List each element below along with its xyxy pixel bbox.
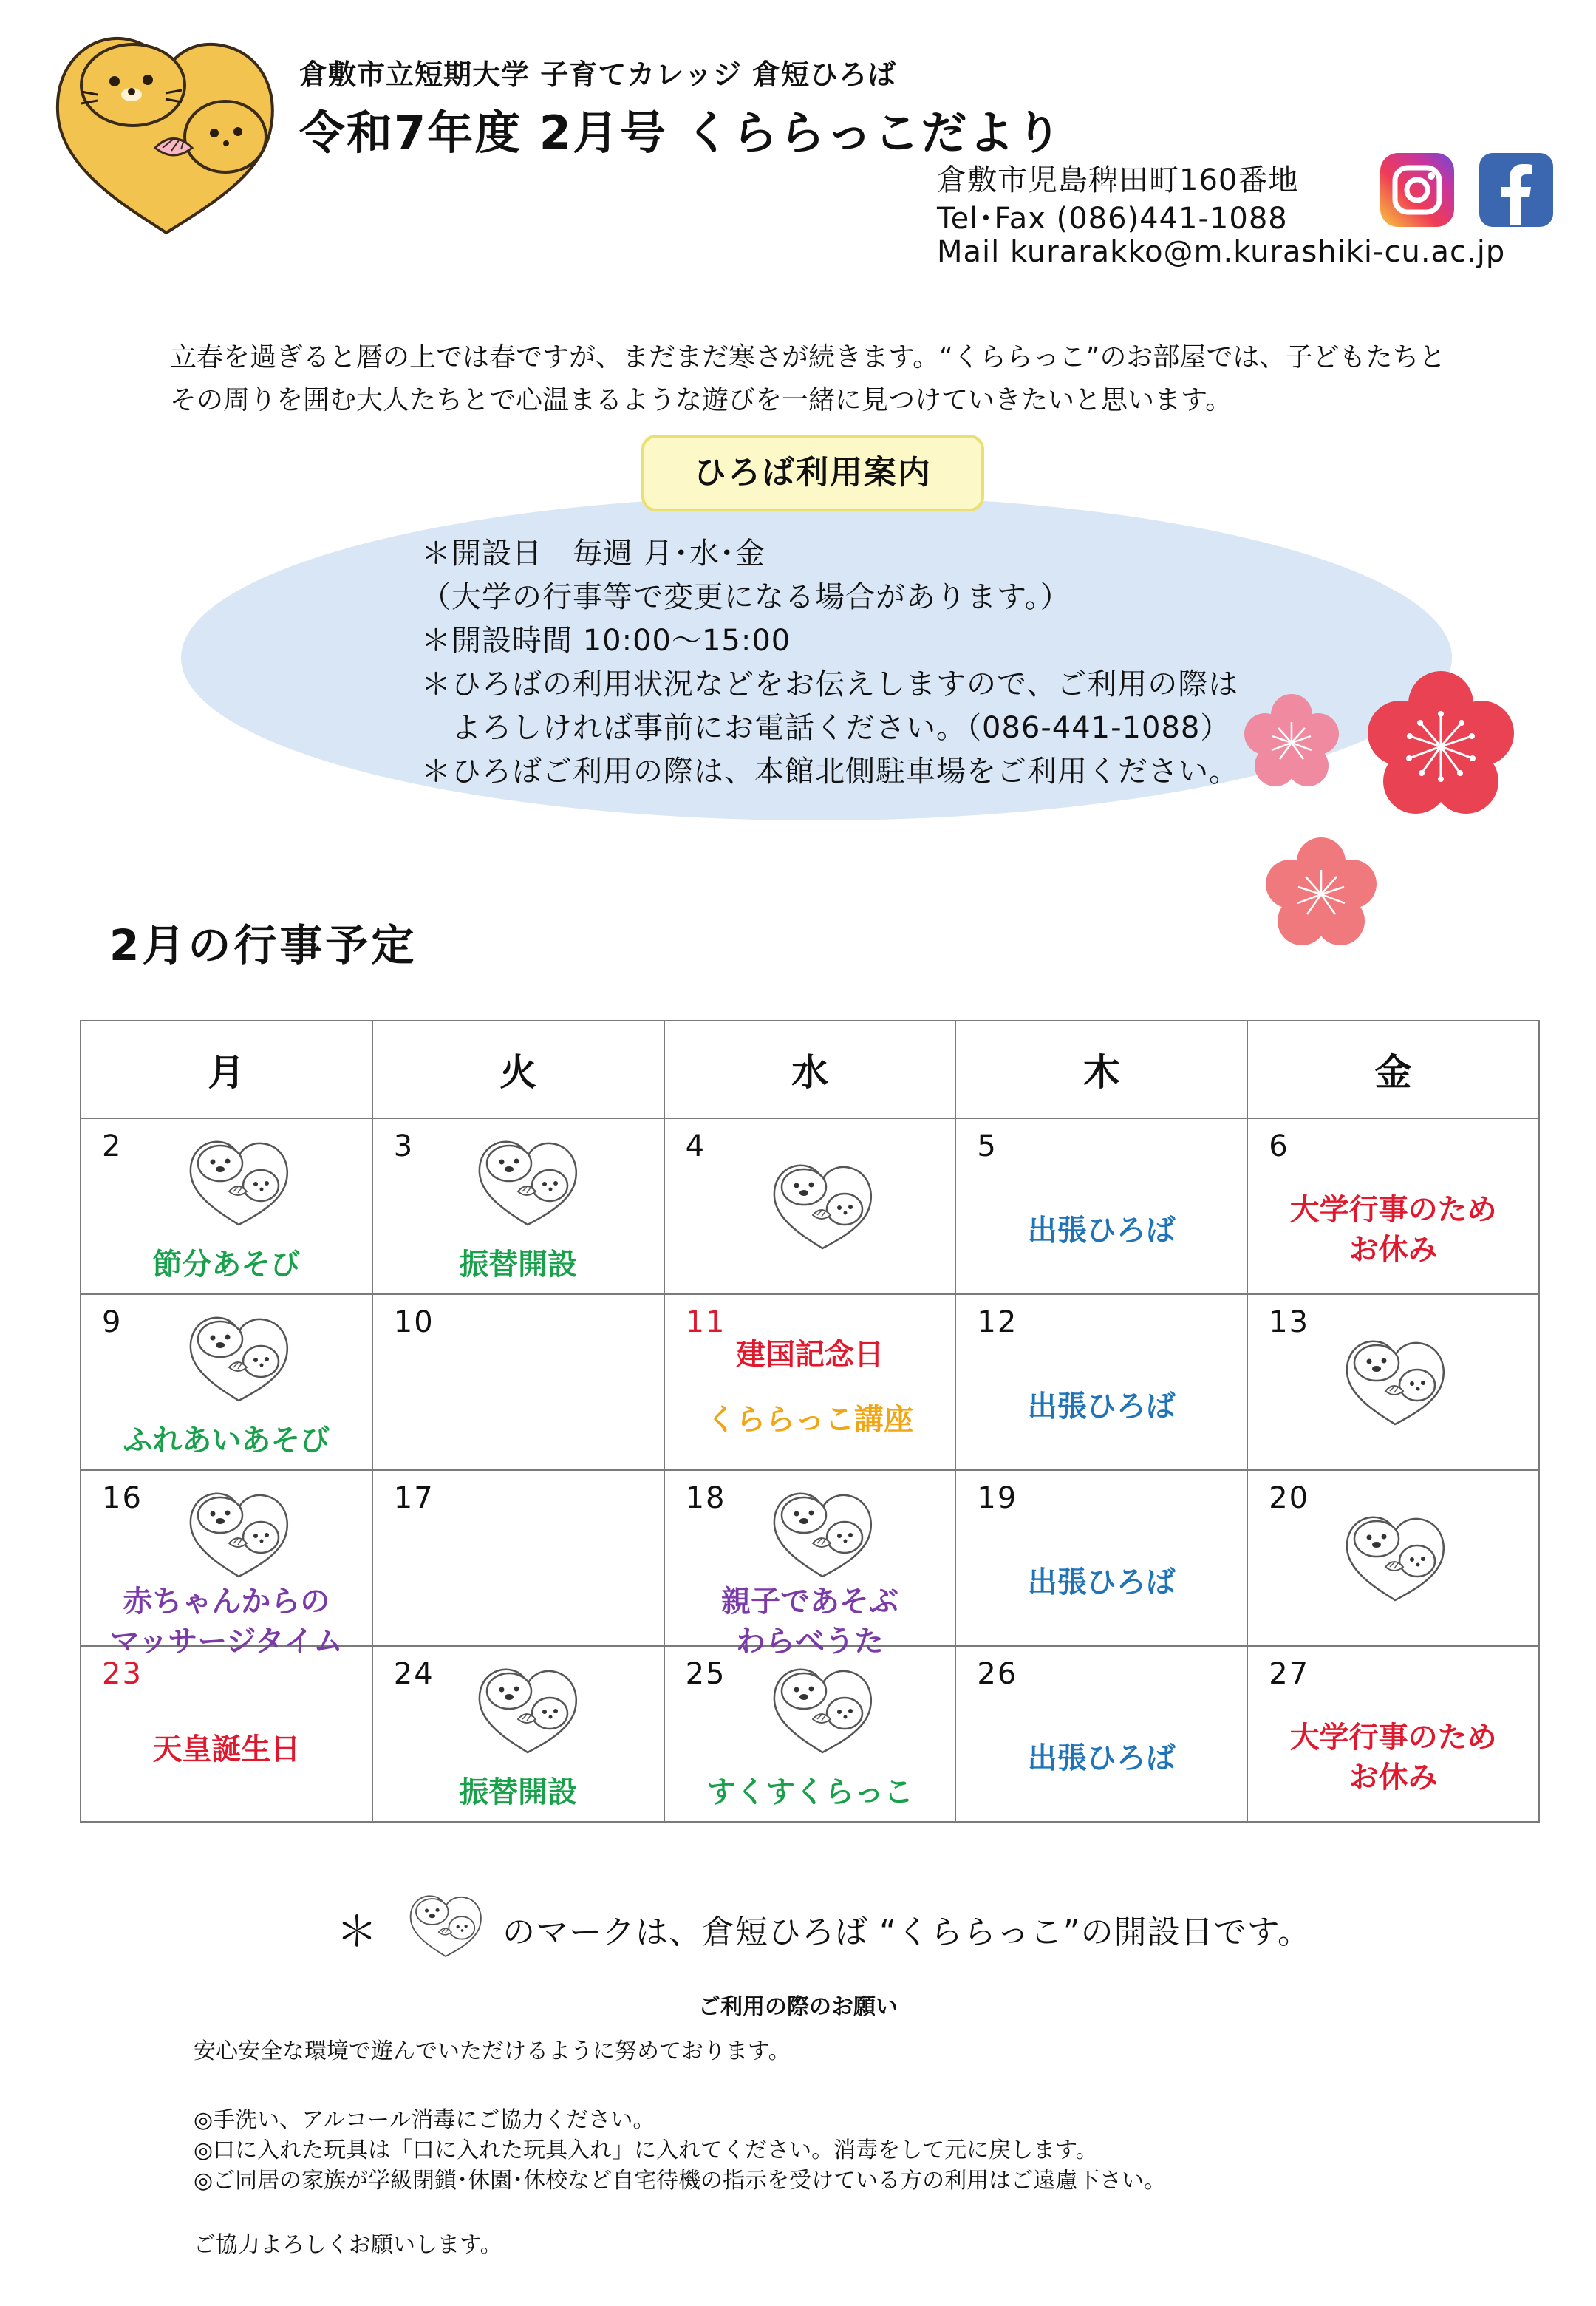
plum-blossom-decoration [1227, 665, 1537, 961]
day-number: 17 [393, 1481, 434, 1515]
otter-open-day-icon [767, 1484, 878, 1582]
calendar-day-cell [372, 1118, 664, 1294]
day-number: 16 [102, 1481, 143, 1515]
calendar-day-cell [1247, 1118, 1539, 1294]
otter-open-day-icon [183, 1132, 294, 1230]
plum-blossom-small-pink [1244, 694, 1339, 786]
otter-open-day-icon [767, 1660, 878, 1758]
calendar-day-cell [372, 1294, 664, 1470]
otter-mark-icon [405, 1889, 486, 1960]
notice-closing: ご協力よろしくお願いします。 [194, 2232, 502, 2258]
calendar-day-cell [955, 1470, 1247, 1646]
day-number: 26 [977, 1657, 1018, 1691]
calendar-week-row [81, 1470, 1539, 1646]
notice-item: ◎手洗い、アルコール消毒にご協力ください。 [194, 2107, 655, 2133]
day-number: 25 [685, 1657, 726, 1691]
event-label: 出張ひろば [1027, 1565, 1176, 1599]
calendar-day-cell [81, 1294, 372, 1470]
calendar-day-cell [372, 1646, 664, 1822]
info-lines [421, 532, 1239, 794]
day-number: 3 [393, 1129, 415, 1163]
calendar-table [80, 1020, 1540, 1823]
day-number: 2 [102, 1129, 123, 1163]
calendar-day-cell [81, 1646, 372, 1822]
day-number: 13 [1269, 1305, 1310, 1339]
notice-item: ◎ご同居の家族が学級閉鎖･休園･休校など自宅待機の指示を受けている方の利用はご遠慮下さい。 [194, 2168, 1167, 2194]
day-number: 5 [977, 1129, 998, 1163]
event-label: 親子であそぶ [720, 1585, 898, 1619]
day-number: 23 [102, 1657, 143, 1691]
instagram-icon[interactable] [1379, 152, 1456, 228]
event-label: お休み [1348, 1761, 1438, 1795]
event-label: ふれあいあそび [123, 1424, 330, 1458]
day-number: 19 [977, 1481, 1018, 1515]
notice-title: ご利用の際のお願い [698, 1994, 898, 2020]
legend-text: のマークは、倉短ひろば “くららっこ”の開設日です。 [502, 1914, 1312, 1951]
schedule-title: 2月の行事予定 [109, 920, 417, 970]
intro-text [170, 336, 1515, 422]
calendar-day-cell [664, 1470, 956, 1659]
calendar-day-cell [81, 1470, 372, 1659]
calendar-day-cell [664, 1294, 956, 1470]
mail: Mail kurarakko@m.kurashiki-cu.ac.jp [937, 235, 1506, 269]
calendar-body [81, 1118, 1539, 1822]
address: 倉敷市児島稗田町160番地 [937, 163, 1299, 197]
calendar-day-cell [664, 1118, 956, 1294]
event-label: お休み [1348, 1233, 1438, 1267]
otter-open-day-icon [183, 1308, 294, 1406]
event-label: わらべうた [735, 1625, 884, 1659]
plum-blossom-coral [1266, 837, 1377, 945]
notice-line: 安心安全な環境で遊んでいただけるように努めております。 [194, 2038, 791, 2064]
weekday-fri: 金 [1247, 1021, 1539, 1118]
event-label: くららっこ講座 [706, 1403, 913, 1437]
event-label: 大学行事のため [1289, 1721, 1497, 1755]
calendar-day-cell [372, 1470, 664, 1646]
otter-open-day-icon [472, 1660, 583, 1758]
info-line: よろしければ事前にお電話ください。（086-441-1088） [421, 711, 1231, 745]
day-number: 9 [102, 1305, 123, 1339]
calendar-week-row [81, 1646, 1539, 1822]
calendar-week-row [81, 1118, 1539, 1294]
info-line: （大学の行事等で変更になる場合があります。） [421, 580, 1071, 614]
calendar-day-cell [81, 1118, 372, 1294]
otter-heart-logo [44, 15, 288, 244]
event-label: 振替開設 [459, 1775, 578, 1809]
info-line: ＊開設日 毎週 月･水･金 [421, 537, 765, 571]
event-label: すくすくらっこ [706, 1775, 913, 1809]
event-label: 建国記念日 [735, 1338, 884, 1372]
calendar-day-cell [1247, 1470, 1539, 1646]
newsletter-title: 令和7年度 2月号 くららっこだより [299, 106, 1063, 160]
calendar-week-row [81, 1294, 1539, 1470]
day-number: 27 [1269, 1657, 1310, 1691]
event-label: 振替開設 [459, 1248, 578, 1282]
weekday-thu: 木 [955, 1021, 1247, 1118]
otter-open-day-icon [472, 1132, 583, 1230]
event-label: 出張ひろば [1027, 1214, 1176, 1248]
organization-name: 倉敷市立短期大学 子育てカレッジ 倉短ひろば [299, 58, 897, 91]
event-label: 大学行事のため [1289, 1193, 1497, 1227]
event-label: 出張ひろば [1027, 1390, 1176, 1424]
day-number: 12 [977, 1305, 1018, 1339]
calendar-day-cell [664, 1646, 956, 1822]
tel-fax: Tel･Fax (086)441-1088 [937, 202, 1288, 236]
day-number: 6 [1269, 1129, 1289, 1163]
plum-blossom-large-red [1368, 671, 1514, 814]
otter-open-day-icon [767, 1156, 878, 1254]
otter-open-day-icon [183, 1484, 294, 1582]
event-label: 天皇誕生日 [152, 1732, 301, 1766]
info-line: ＊ひろばご利用の際は、本館北側駐車場をご利用ください。 [421, 755, 1239, 789]
day-number: 18 [685, 1481, 726, 1515]
day-number: 11 [685, 1305, 726, 1339]
weekday-mon: 月 [81, 1021, 372, 1118]
otter-open-day-icon [1340, 1508, 1450, 1605]
info-badge: ひろば利用案内 [641, 435, 984, 511]
calendar-day-cell [1247, 1646, 1539, 1822]
calendar-day-cell [955, 1646, 1247, 1822]
weekday-wed: 水 [664, 1021, 956, 1118]
event-label: 赤ちゃんからの [123, 1585, 330, 1619]
event-label: 節分あそび [152, 1248, 301, 1282]
event-label: 出張ひろば [1027, 1741, 1176, 1775]
weekday-tue: 火 [372, 1021, 664, 1118]
calendar-day-cell [955, 1118, 1247, 1294]
event-label: マッサージタイム [109, 1625, 343, 1659]
info-line: ＊ひろばの利用状況などをお伝えしますので、ご利用の際は [421, 667, 1239, 701]
legend-star: ＊ [336, 1908, 378, 1956]
facebook-icon[interactable] [1478, 152, 1555, 228]
intro-line-2: その周りを囲む大人たちとで心温まるような遊びを一緒に見つけていきたいと思います。 [170, 385, 1232, 415]
day-number: 10 [393, 1305, 434, 1339]
schedule-calendar [80, 1020, 1540, 1821]
day-number: 24 [393, 1657, 434, 1691]
notice-item: ◎口に入れた玩具は「口に入れた玩具入れ」に入れてください。消毒をして元に戻します。 [194, 2137, 1098, 2163]
calendar-day-cell [955, 1294, 1247, 1470]
day-number: 4 [685, 1129, 706, 1163]
intro-line-1: 立春を過ぎると暦の上では春ですが、まだまだ寒さが続きます。“くららっこ”のお部屋では、子どもたちと [170, 342, 1446, 373]
day-number: 20 [1269, 1481, 1310, 1515]
otter-open-day-icon [1340, 1332, 1450, 1429]
info-line: ＊開設時間 10:00～15:00 [421, 624, 791, 658]
calendar-day-cell [1247, 1294, 1539, 1470]
weekday-header-row [81, 1021, 1539, 1118]
